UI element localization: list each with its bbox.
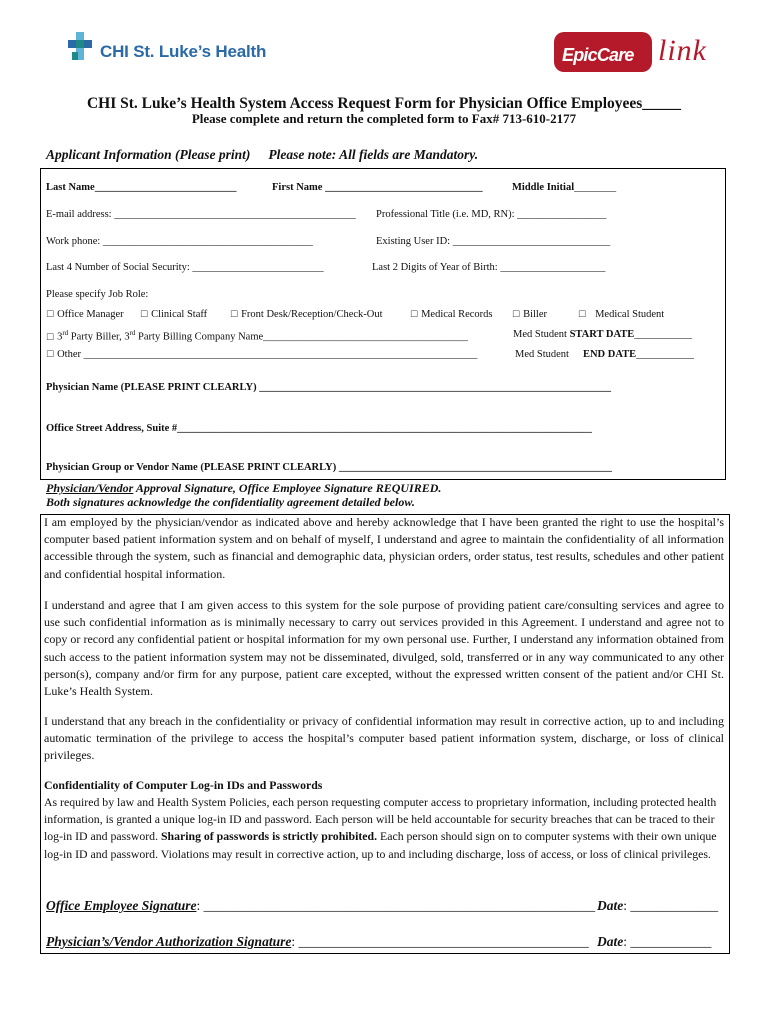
role-other[interactable] (46, 349, 477, 360)
agreement-paragraph-4 (44, 794, 724, 863)
end-prefix: Med Student (515, 349, 569, 360)
ordinal-rd: rd (129, 329, 136, 337)
physician-signature-line: : ___________________________________________ (291, 934, 589, 949)
sig-req-line2: Both signatures acknowledge the confidentiality agreement detailed below. (46, 495, 415, 509)
checkbox-icon: ☐ (140, 310, 149, 320)
med-student-end-date[interactable] (515, 349, 694, 360)
chi-cross-icon (66, 30, 96, 64)
third-party-mid: Party Biller, 3 (68, 331, 130, 343)
role-clinical-staff-label: Clinical Staff (151, 309, 208, 320)
physician-vendor-underlined: Physician/Vendor (46, 481, 134, 495)
end-date-line: ___________ (636, 349, 694, 360)
epiccare-logo-text: EpicCare (562, 45, 634, 65)
form-subtitle: Please complete and return the completed form to Fax# 713-610-2177 (191, 111, 577, 126)
last-name-field[interactable] (46, 182, 236, 193)
employee-date-label: Date (597, 898, 624, 913)
end-date-label: END DATE (582, 349, 637, 360)
role-office-manager-label: Office Manager (57, 309, 124, 320)
p4-part-a: As required by law and Health System Policies, each person requesting computer access to proprietary information, including protected health information, is granted a unique log-in ID and password. Each person will be held accountable for security breaches that can be traced to their log-in ID and password. (44, 795, 717, 844)
middle-initial-label: Middle Initial (512, 182, 575, 193)
third-party-company: Party Billing Company Name_______________________________________ (135, 331, 468, 343)
chi-logo-text: CHI St. Luke’s Health (100, 42, 267, 61)
ssn-last4-field[interactable]: Last 4 Number of Social Security: _________________________ (46, 262, 324, 273)
role-third-party-biller[interactable] (46, 329, 468, 343)
mandatory-note: Please note: All fields are Mandatory. (268, 147, 479, 162)
checkbox-icon: ☐ (230, 310, 239, 320)
first-name-line: ______________________________ (322, 182, 483, 193)
physician-signature-label: Physician’s/Vendor Authorization Signature (46, 934, 292, 949)
role-biller[interactable] (512, 309, 547, 320)
start-prefix: Med Student (513, 329, 570, 340)
applicant-heading (46, 147, 478, 163)
ordinal-rd: rd (62, 329, 69, 337)
middle-initial-field[interactable] (512, 182, 616, 193)
professional-title-field[interactable]: Professional Title (i.e. MD, RN): _________________ (376, 209, 607, 220)
physician-date-label: Date (597, 934, 624, 949)
chi-st-lukes-logo (66, 30, 266, 66)
role-other-label: Other ___________________________________________________________________________ (57, 349, 478, 360)
middle-initial-line: ________ (574, 182, 617, 193)
p4-part-c: Each person should sign on to computer systems with their own unique log-in ID and password. Violations may result in corrective action, up to and including discharge, loss of access, or loss of clinical privileges. (44, 829, 717, 861)
physician-group-field[interactable]: Physician Group or Vendor Name (PLEASE PRINT CLEARLY) ____________________________________________________ (46, 462, 612, 473)
employee-signature-label: Office Employee Signature (46, 898, 197, 913)
sig-req-line1: Approval Signature, Office Employee Signature REQUIRED. (133, 481, 442, 495)
start-date-label: START DATE (569, 329, 635, 340)
email-field[interactable]: E-mail address: ______________________________________________ (46, 209, 356, 220)
physician-name-field[interactable]: Physician Name (PLEASE PRINT CLEARLY) ___________________________________________________________________ (46, 382, 611, 393)
last-name-line: ___________________________ (94, 182, 237, 193)
agreement-paragraph-1: I am employed by the physician/vendor as indicated above and hereby acknowledge that I have been granted the right to use the hospital’s computer based patient information system and on behalf of myself, I understand and agree to maintain the confidentiality of all information accessible through the system, such as financial and demographic data, physician orders, order status, test results, schedules and other patient and confidential hospital information. (44, 515, 724, 581)
password-sharing-prohibited: Sharing of passwords is strictly prohibited. (160, 829, 378, 844)
agreement-paragraph-3: I understand that any breach in the confidentiality or privacy of confidential information may result in corrective action, up to and including automatic termination of the privilege to access the hospital’s computer based patient information system, discharge, or loss of clinical privileges. (44, 714, 724, 763)
work-phone-field[interactable]: Work phone: ________________________________________ (46, 236, 313, 247)
agreement-paragraph-2: I understand and agree that I am given access to this system for the sole purpose of providing patient care/consulting services and agree to use such confidential information as is minimally necessary to carry out services provided in this Agreement. I understand and agree not to copy or record any confidential patient or hospital information for my own personal use. Further, I understand any information obtained from such access to the patient information system may not be disseminated, divulged, sold, transferred or in any way communicated to any other person(s), company and/or firm for any purpose, patient care excepted, without the expressed written consent of the patient and/or CHI St. Luke’s Health System. (44, 598, 724, 699)
birth-year-field[interactable]: Last 2 Digits of Year of Birth: ____________________ (372, 262, 606, 273)
existing-user-id-field[interactable]: Existing User ID: ______________________________ (376, 236, 611, 247)
confidentiality-heading: Confidentiality of Computer Log-in IDs and Passwords (44, 778, 323, 792)
role-medical-student[interactable] (578, 309, 664, 320)
checkbox-icon: ☐ (578, 310, 587, 320)
checkbox-icon: ☐ (46, 332, 55, 343)
checkbox-icon: ☐ (410, 310, 419, 320)
office-address-field[interactable]: Office Street Address, Suite #_______________________________________________________________________________ (46, 423, 592, 434)
last-name-label: Last Name (46, 182, 95, 193)
start-date-line: ___________ (634, 329, 693, 340)
physician-date-line: : ____________ (623, 934, 712, 949)
checkbox-icon: ☐ (46, 350, 55, 360)
role-front-desk-label: Front Desk/Reception/Check-Out (241, 309, 383, 320)
role-medical-records[interactable] (410, 309, 493, 320)
employee-date-field[interactable] (597, 898, 718, 914)
role-biller-label: Biller (523, 309, 547, 320)
physician-signature-field[interactable] (46, 934, 589, 950)
role-office-manager[interactable] (46, 309, 124, 320)
checkbox-icon: ☐ (46, 310, 55, 320)
first-name-label: First Name (272, 182, 323, 193)
role-medical-records-label: Medical Records (421, 309, 493, 320)
applicant-heading-text: Applicant Information (Please print) (46, 147, 251, 162)
signature-requirement-note (46, 481, 441, 509)
employee-signature-field[interactable] (46, 898, 595, 914)
third-party-num: 3 (57, 331, 63, 343)
job-role-label: Please specify Job Role: (46, 289, 149, 300)
med-student-start-date[interactable] (513, 329, 692, 340)
epiccare-badge (554, 32, 652, 72)
employee-signature-line: : __________________________________________________________ (196, 898, 596, 913)
role-medical-student-label: Medical Student (595, 309, 665, 320)
employee-date-line: : _____________ (623, 898, 719, 913)
form-title: CHI St. Luke’s Health System Access Request Form for Physician Office Employees_____ (86, 95, 682, 112)
role-clinical-staff[interactable] (140, 309, 207, 320)
physician-date-field[interactable] (597, 934, 711, 950)
checkbox-icon: ☐ (512, 310, 521, 320)
epiccare-link-logo (552, 28, 722, 76)
role-front-desk[interactable] (230, 309, 383, 320)
link-logo-text: link (658, 34, 707, 67)
first-name-field[interactable] (272, 182, 483, 193)
